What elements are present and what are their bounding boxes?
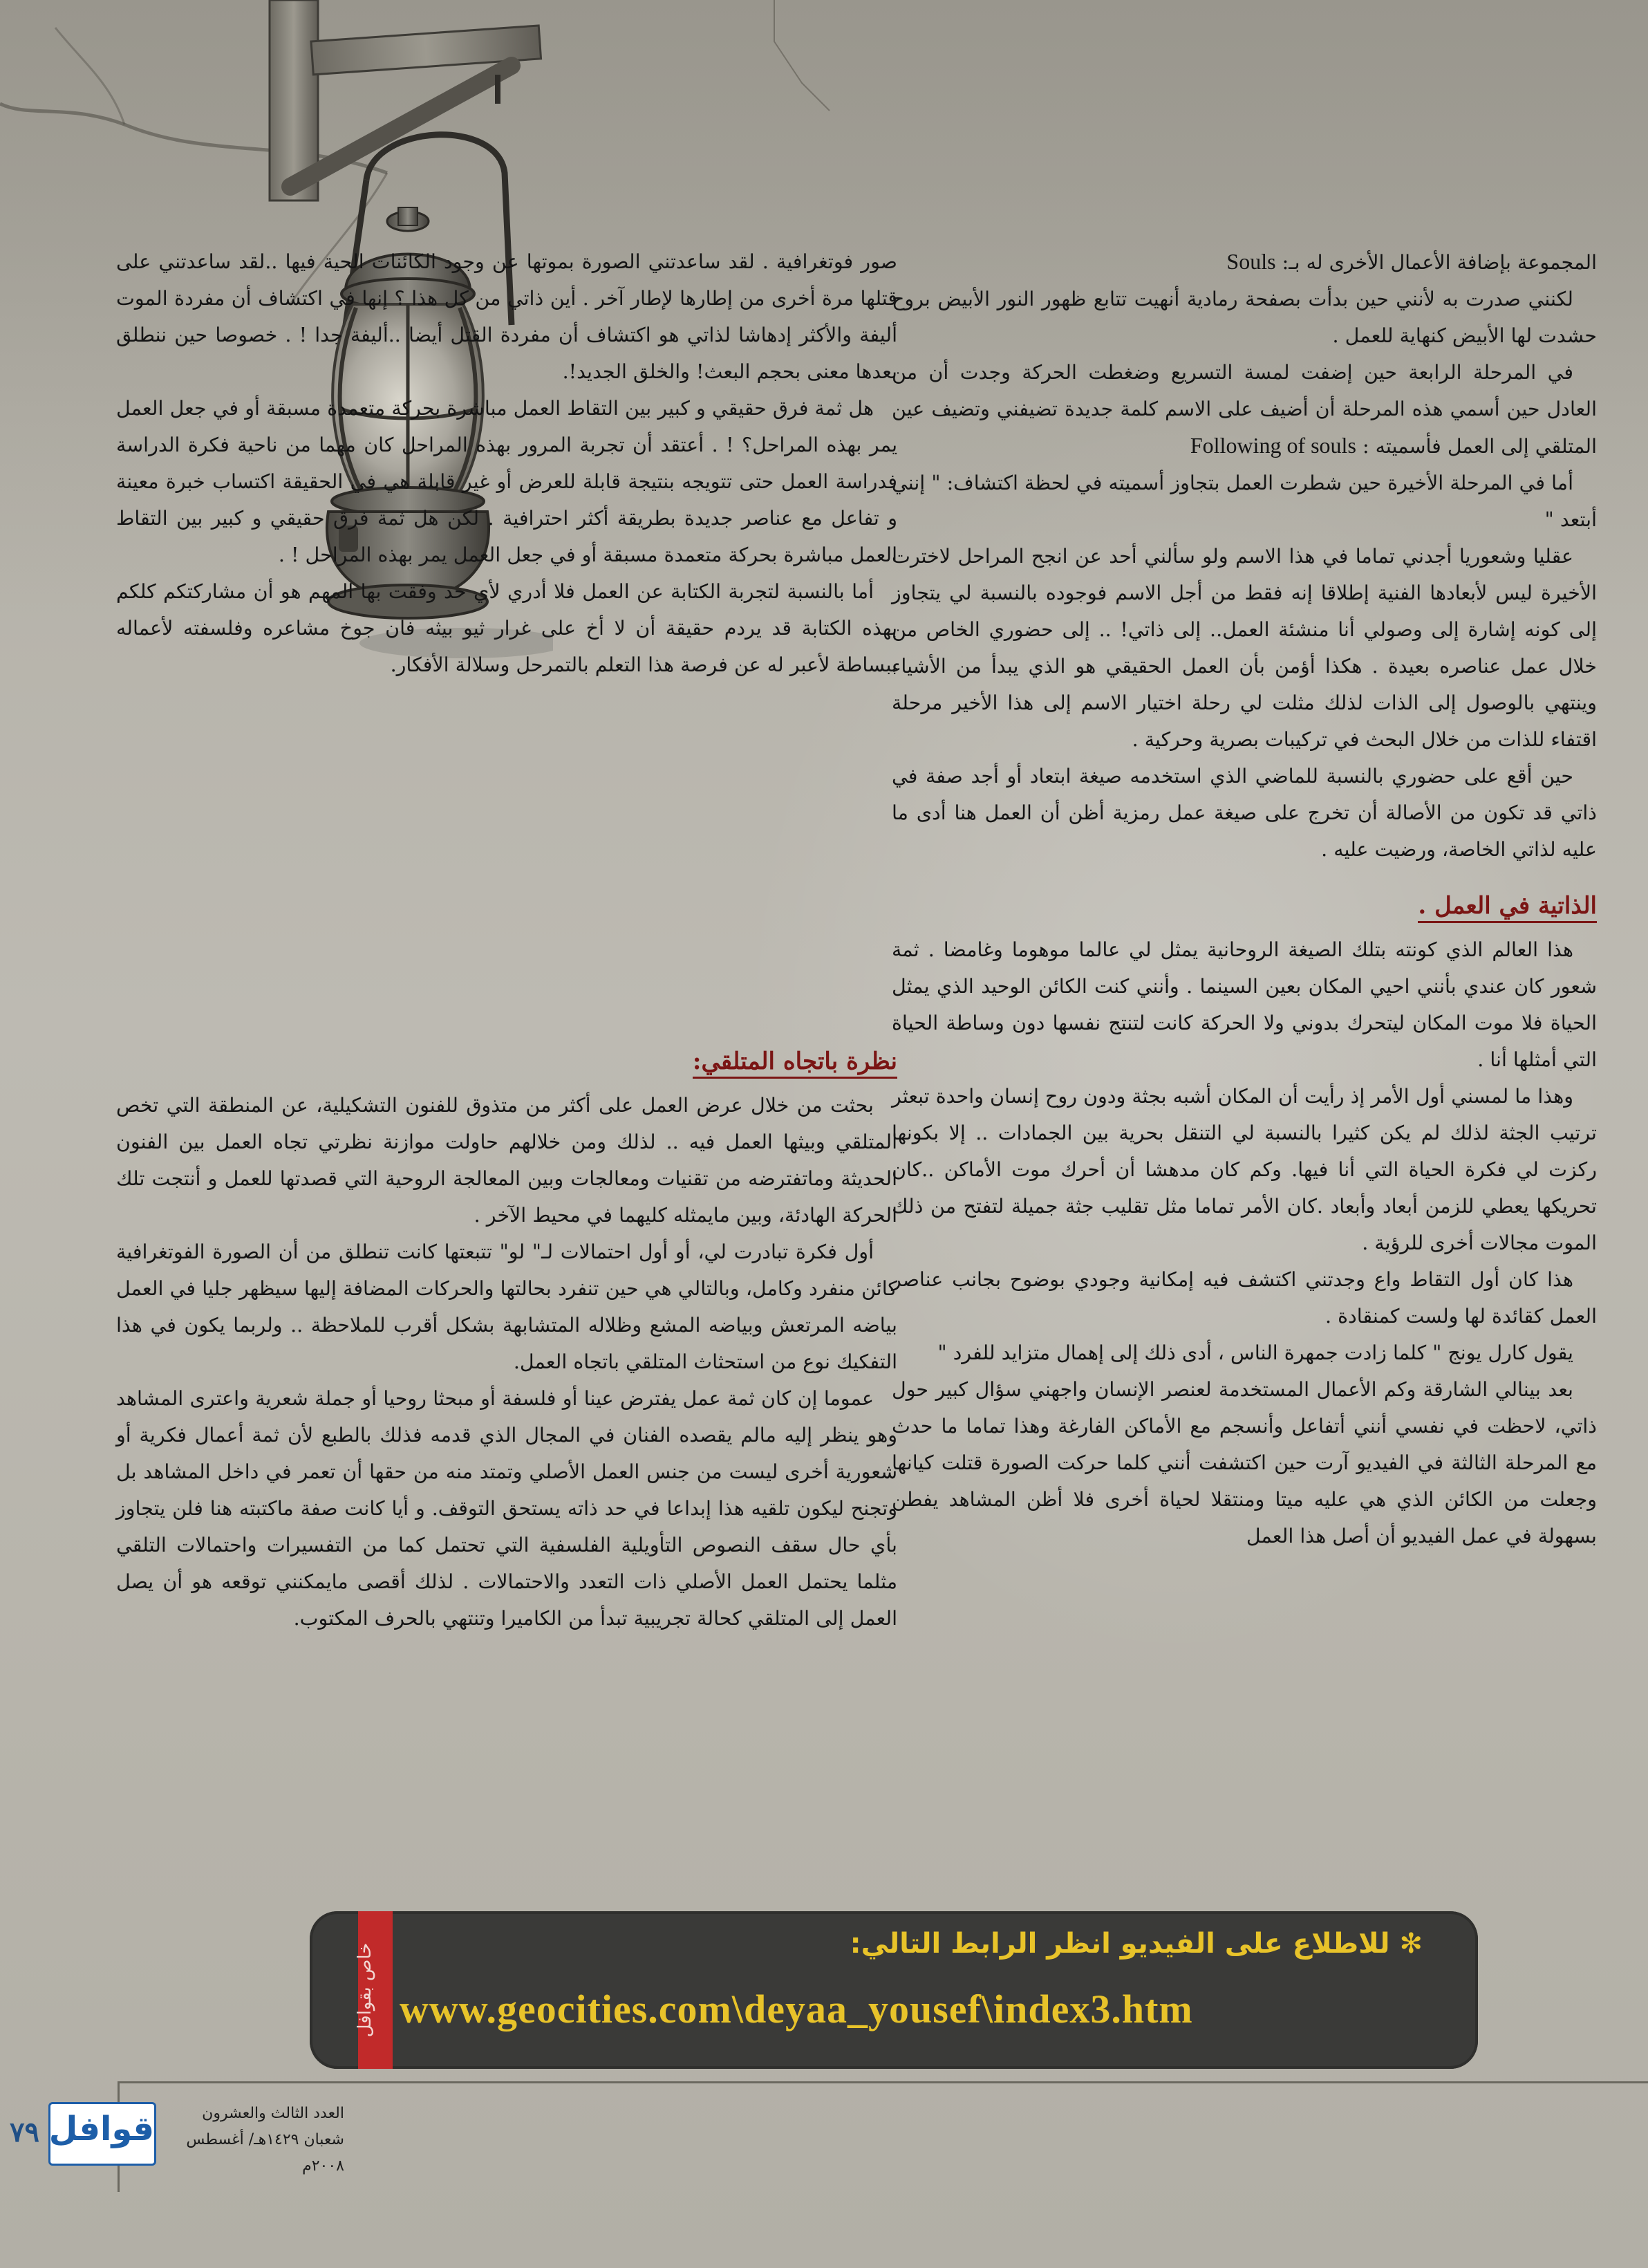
section-heading-text: نظرة باتجاه المتلقي: [693, 1048, 897, 1079]
issue-date: شعبان ١٤٢٩هـ/ أغسطس ٢٠٠٨م [186, 2131, 344, 2175]
article-right-column [892, 243, 1597, 1554]
paragraph-text: المجموعة بإضافة الأعمال الأخرى له بـ: [1275, 251, 1597, 274]
paragraph: أما في المرحلة الأخيرة حين شطرت العمل بتجاوز أسميته في لحظة اكتشاف: " إنني أبتعد " [892, 472, 1597, 531]
english-term: Souls [1226, 249, 1276, 274]
paragraph: وهذا ما لمسني أول الأمر إذ رأيت أن المكان أشبه بجثة ودون روح إنسان واحدة تبعثر ترتيب الجثة لذلك لم يكن كثيرا بالنسبة لي التنقل بحرية بين الجمادات .. إلا بكونها ركزت لي فكرة الحياة التي أنا فيها. وكم كان مدهشا أن أحرك موت الأماكن ..كان تحريكها يعطي للزمن أبعاد وأبعاد .كان الأمر تماما مثل تقليب جثة جميلة لتفتح من ذلك الموت مجالات أخرى للرؤية . [892, 1085, 1597, 1254]
paragraph-text: في المرحلة الرابعة حين إضفت لمسة التسريع وضغطت الحركة وجدت أن من العادل حين أسمي هذه المرحلة أن أضيف على الاسم كلمة جديدة تضيفني وتضيف عين المتلقي إلى العمل فأسميته : [892, 361, 1597, 458]
article-left-column-lower [116, 1023, 897, 1637]
paragraph: صور فوتغرافية . لقد ساعدتني الصورة بموتها عن وجود الكائنات الحية فيها ..لقد ساعدتني على قتلها مرة أخرى من إطارها لإطار آخر . أين ذاتي من كل هذا ؟ إنها في اكتشاف أن مفردة الموت أليفة والأكثر إدهاشا لذاتي هو اكتشاف أن مفردة القتل أيضا ..أليفة جدا ! . خصوصا حين ننطلق بعدها معنى بحجم البعث! والخلق الجديد!. [116, 250, 897, 383]
paragraph: يقول كارل يونج " كلما زادت جمهرة الناس ، أدى ذلك إلى إهمال متزايد للفرد " [937, 1341, 1573, 1364]
magazine-logo-text: قوافل [48, 2110, 154, 2148]
paragraph: لكنني صدرت به لأنني حين بدأت بصفحة رمادية أنهيت تتابع ظهور النور الأبيض بروح حشدت لها الأبيض كنهاية للعمل . [892, 288, 1597, 347]
paragraph: حين أقع على حضوري بالنسبة للماضي الذي استخدمه صيغة ابتعاد أو أجد صفة في ذاتي قد تكون من الأصالة أن تخرج على صيغة عمل رمزية أظن أن العمل هنا أدى ما عليه لذاتي الخاصة، ورضيت عليه . [892, 765, 1597, 861]
banner-side-tab-label: خاص بقوافل [355, 1942, 375, 2038]
paragraph: عقليا وشعوريا أجدني تماما في هذا الاسم ولو سألني أحد عن انجح المراحل لاخترت الأخيرة ليس لأبعادها الفنية إطلاقا إنه فقط من أجل الاسم فوجوده بالنسبة لي يتجاوز إلى كونه إشارة إلى وصولي أنا منشئة العمل.. إلى ذاتي! .. إلى حضوري الخاص من خلال عمل عناصره بعيدة . هكذا أؤمن بأن العمل الحقيقي هو الذي يبدأ من الأشياء وينتهي بالوصول إلى الذات لذلك مثلت لي رحلة اختيار الاسم إلى هذا الأخير مرحلة اقتفاء للذات من خلال البحث في تركيبات بصرية وحركية . [892, 545, 1597, 751]
video-url-link[interactable]: www.geocities.com\deyaa_yousef\index3.htm [400, 1987, 1193, 2032]
paragraph [892, 243, 1597, 281]
paragraph: هذا العالم الذي كونته بتلك الصيغة الروحانية يمثل لي عالما موهوما وغامضا . ثمة شعور كان عندي بأنني احيي المكان بعين السينما . وأنني كنت الكائن الوحيد الذي يمثل الحياة فلا موت المكان ليتحرك بدوني ولا الحركة كانت لتنتج نفسها دون وساطة الحياة التي أمثلها أنا . [892, 938, 1597, 1071]
magazine-logo [48, 2102, 156, 2166]
video-link-banner [310, 1911, 1478, 2069]
paragraph: بحثت من خلال عرض العمل على أكثر من متذوق للفنون التشكيلية، عن المنطقة التي تخص المتلقي وبيثها العمل فيه .. لذلك ومن خلالهم حاولت موازنة نظرتي تجاه العمل بين الفنون الحديثة وماتفترضه من تقنيات ومعالجات وبين المعالجة الروحية التي قصدتها للعمل و أنتجت تلك الحركة الهادئة، وبين مايمثله كليهما في محيط الآخر . [116, 1094, 897, 1227]
paragraph: هذا كان أول التقاط واع وجدتني اكتشف فيه إمكانية وجودي بوضوح بجانب عناصر العمل كقائدة لها ولست كمنقادة . [892, 1268, 1597, 1328]
footer-divider [118, 2081, 1648, 2083]
paragraph: بعد بينالي الشارقة وكم الأعمال المستخدمة لعنصر الإنسان واجهني سؤال كبير حول ذاتي، لاحظت في نفسي أنني أتفاعل وأنسجم مع الأماكن الفارغة وهذا تماما ما حدث مع المرحلة الثالثة في الفيديو آرت حين اكتشفت أنني كلما حركت الصورة قتلت كيانها وجعلت من الكائن الذي هي عليه ميتا ومنتقلا لحياة أخرى فلا أظن المشاهد يفطن بسهولة في عمل الفيديو أن أصل هذا العمل [892, 1378, 1597, 1547]
section-heading [116, 1041, 897, 1081]
section-heading-text: الذاتية في العمل . [1418, 892, 1597, 923]
paragraph [892, 354, 1597, 465]
article-left-column-upper [116, 243, 897, 683]
issue-info [165, 2101, 344, 2179]
banner-caption: ✻ للاطلاع على الفيديو انظر الرابط التالي: [850, 1928, 1423, 1960]
paragraph: أما بالنسبة لتجربة الكتابة عن العمل فلا أدري لأي حد وفقت بها المهم هو أن مشاركتكم كلكم بهذه الكتابة قد يردم حقيقة أن لا أخ على غرار ثيو بيثه فان جوخ مشاعره وفلسفته لأعماله ببساطة لأعبر له عن فرصة هذا التعلم بالتمرحل وسلالة الأفكار. [116, 580, 897, 676]
paragraph: هل ثمة فرق حقيقي و كبير بين التقاط العمل مباشرة بحركة متعمدة مسبقة أو في جعل العمل يمر بهذه المراحل؟ ! . أعتقد أن تجربة المرور بهذه المراحل كان مهما من ناحية فكرة الدراسة فدراسة العمل حتى تتويجه بنتيجة قابلة للعرض أو غير قابلة هي في الحقيقة اكتساب خبرة معينة و تفاعل مع عناصر جديدة بطريقة أكثر احترافية . لكن هل ثمة فرق حقيقي و كبير بين التقاط العمل مباشرة بحركة متعمدة مسبقة أو في جعل العمل يمر بهذه المراحل ! . [116, 397, 897, 566]
english-term: Following of souls [1190, 433, 1356, 458]
paragraph: أول فكرة تبادرت لي، أو أول احتمالات لـ" لو" تتبعتها كانت تنطلق من أن الصورة الفوتغرافية كائن منفرد وكامل، وبالتالي هي حين تنفرد بحالتها والحركات المضافة إليها سيظهر جليا في العمل بياضه المرتعش وبياضه المشع وظلاله المتشابهة بشكل أقرب للملاحظة .. ولربما يكون في هذا التفكيك نوع من استحثاث المتلقي باتجاه العمل. [116, 1240, 897, 1373]
page-number: ٧٩ [10, 2117, 39, 2148]
issue-number: العدد الثالث والعشرون [202, 2105, 344, 2122]
section-heading [892, 886, 1597, 926]
paragraph: عموما إن كان ثمة عمل يفترض عينا أو فلسفة أو مبحثا روحيا أو جملة شعرية واعترى المشاهد وهو ينظر إليه مالم يقصده الفنان في المجال الذي قدمه فذلك بالطبع لأن ثمة أعمال فكرية أو شعورية أخرى ليست من جنس العمل الأصلي وتمتد منه من حقها أن تعمر في داخل المشاهد بل وتجنح ليكون تلقيه هذا إبداعا في حد ذاته يستحق التوقف. و أيا كانت صفة ماكتبته هنا فلن يتجاوز بأي حال سقف النصوص التأويلية الفلسفية التي تحتمل كما من التفسيرات واحتمالات التلقي مثلما يحتمل العمل الأصلي ذات التعدد والاحتمالات . لذلك أقصى مايمكنني توقعه هو أن يصل العمل إلى المتلقي كحالة تجريبية تبدأ من الكاميرا وتنتهي بالحرف المكتوب. [116, 1387, 897, 1630]
